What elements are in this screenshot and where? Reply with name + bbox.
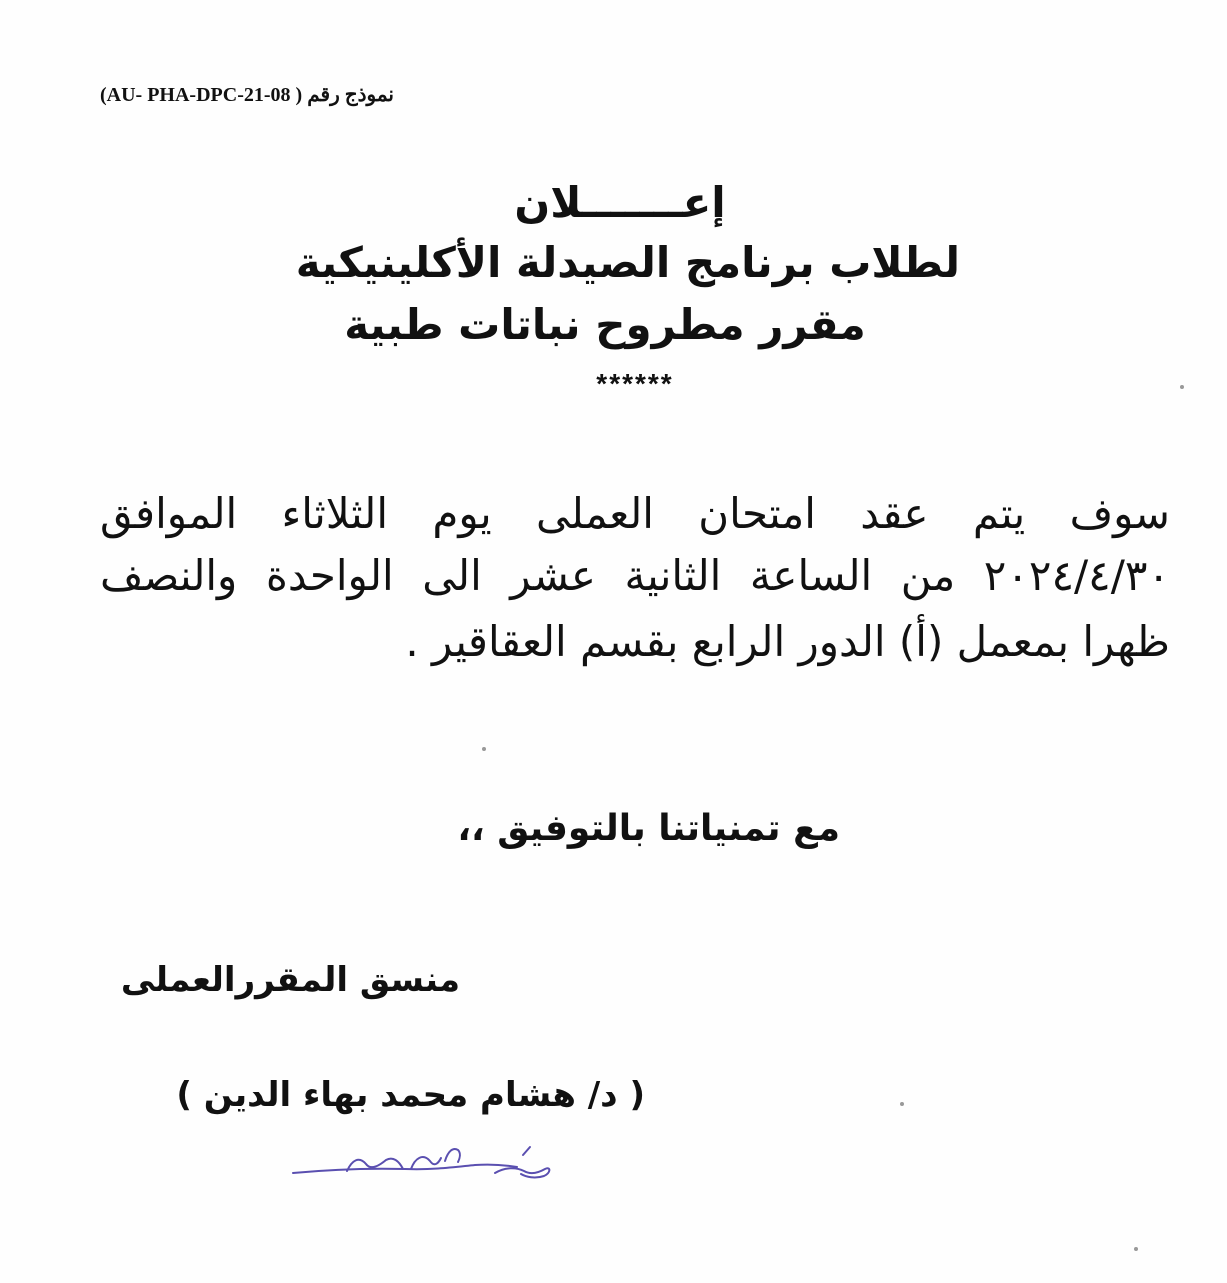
scan-speck: [1134, 1247, 1138, 1251]
scan-speck: [900, 1102, 904, 1106]
form-number: نموذج رقم ( AU- PHA-DPC-21-08): [100, 84, 394, 106]
announcement-heading: إعـــــــلان: [514, 178, 726, 227]
signature-stroke: [495, 1168, 549, 1177]
body-line-3: ظهرا بمعمل (أ) الدور الرابع بقسم العقاقير .: [405, 617, 1170, 666]
signature-stroke: [445, 1149, 460, 1162]
signature-stroke: [293, 1165, 517, 1173]
closing-line: مع تمنياتنا بالتوفيق ،،: [457, 808, 840, 849]
program-title: لطلاب برنامج الصيدلة الأكلينيكية: [295, 238, 960, 287]
separator: ******: [596, 368, 674, 399]
scan-speck: [482, 747, 486, 751]
handwritten-signature: [285, 1140, 560, 1185]
signature-stroke: [523, 1147, 530, 1155]
scan-speck: [1180, 385, 1184, 389]
signatory-title: منسق المقررالعملى: [120, 960, 460, 1000]
course-title: مقرر مطروح نباتات طبية: [344, 300, 866, 349]
body-line-1: سوف يتم عقد امتحان العملى يوم الثلاثاء الموافق: [100, 489, 1170, 538]
signature-stroke: [411, 1157, 441, 1169]
signatory-name: ( د/ هشام محمد بهاء الدين ): [176, 1075, 645, 1115]
body-line-2: ٢٠٢٤/٤/٣٠ من الساعة الثانية عشر الى الواحدة والنصف: [100, 551, 1170, 600]
